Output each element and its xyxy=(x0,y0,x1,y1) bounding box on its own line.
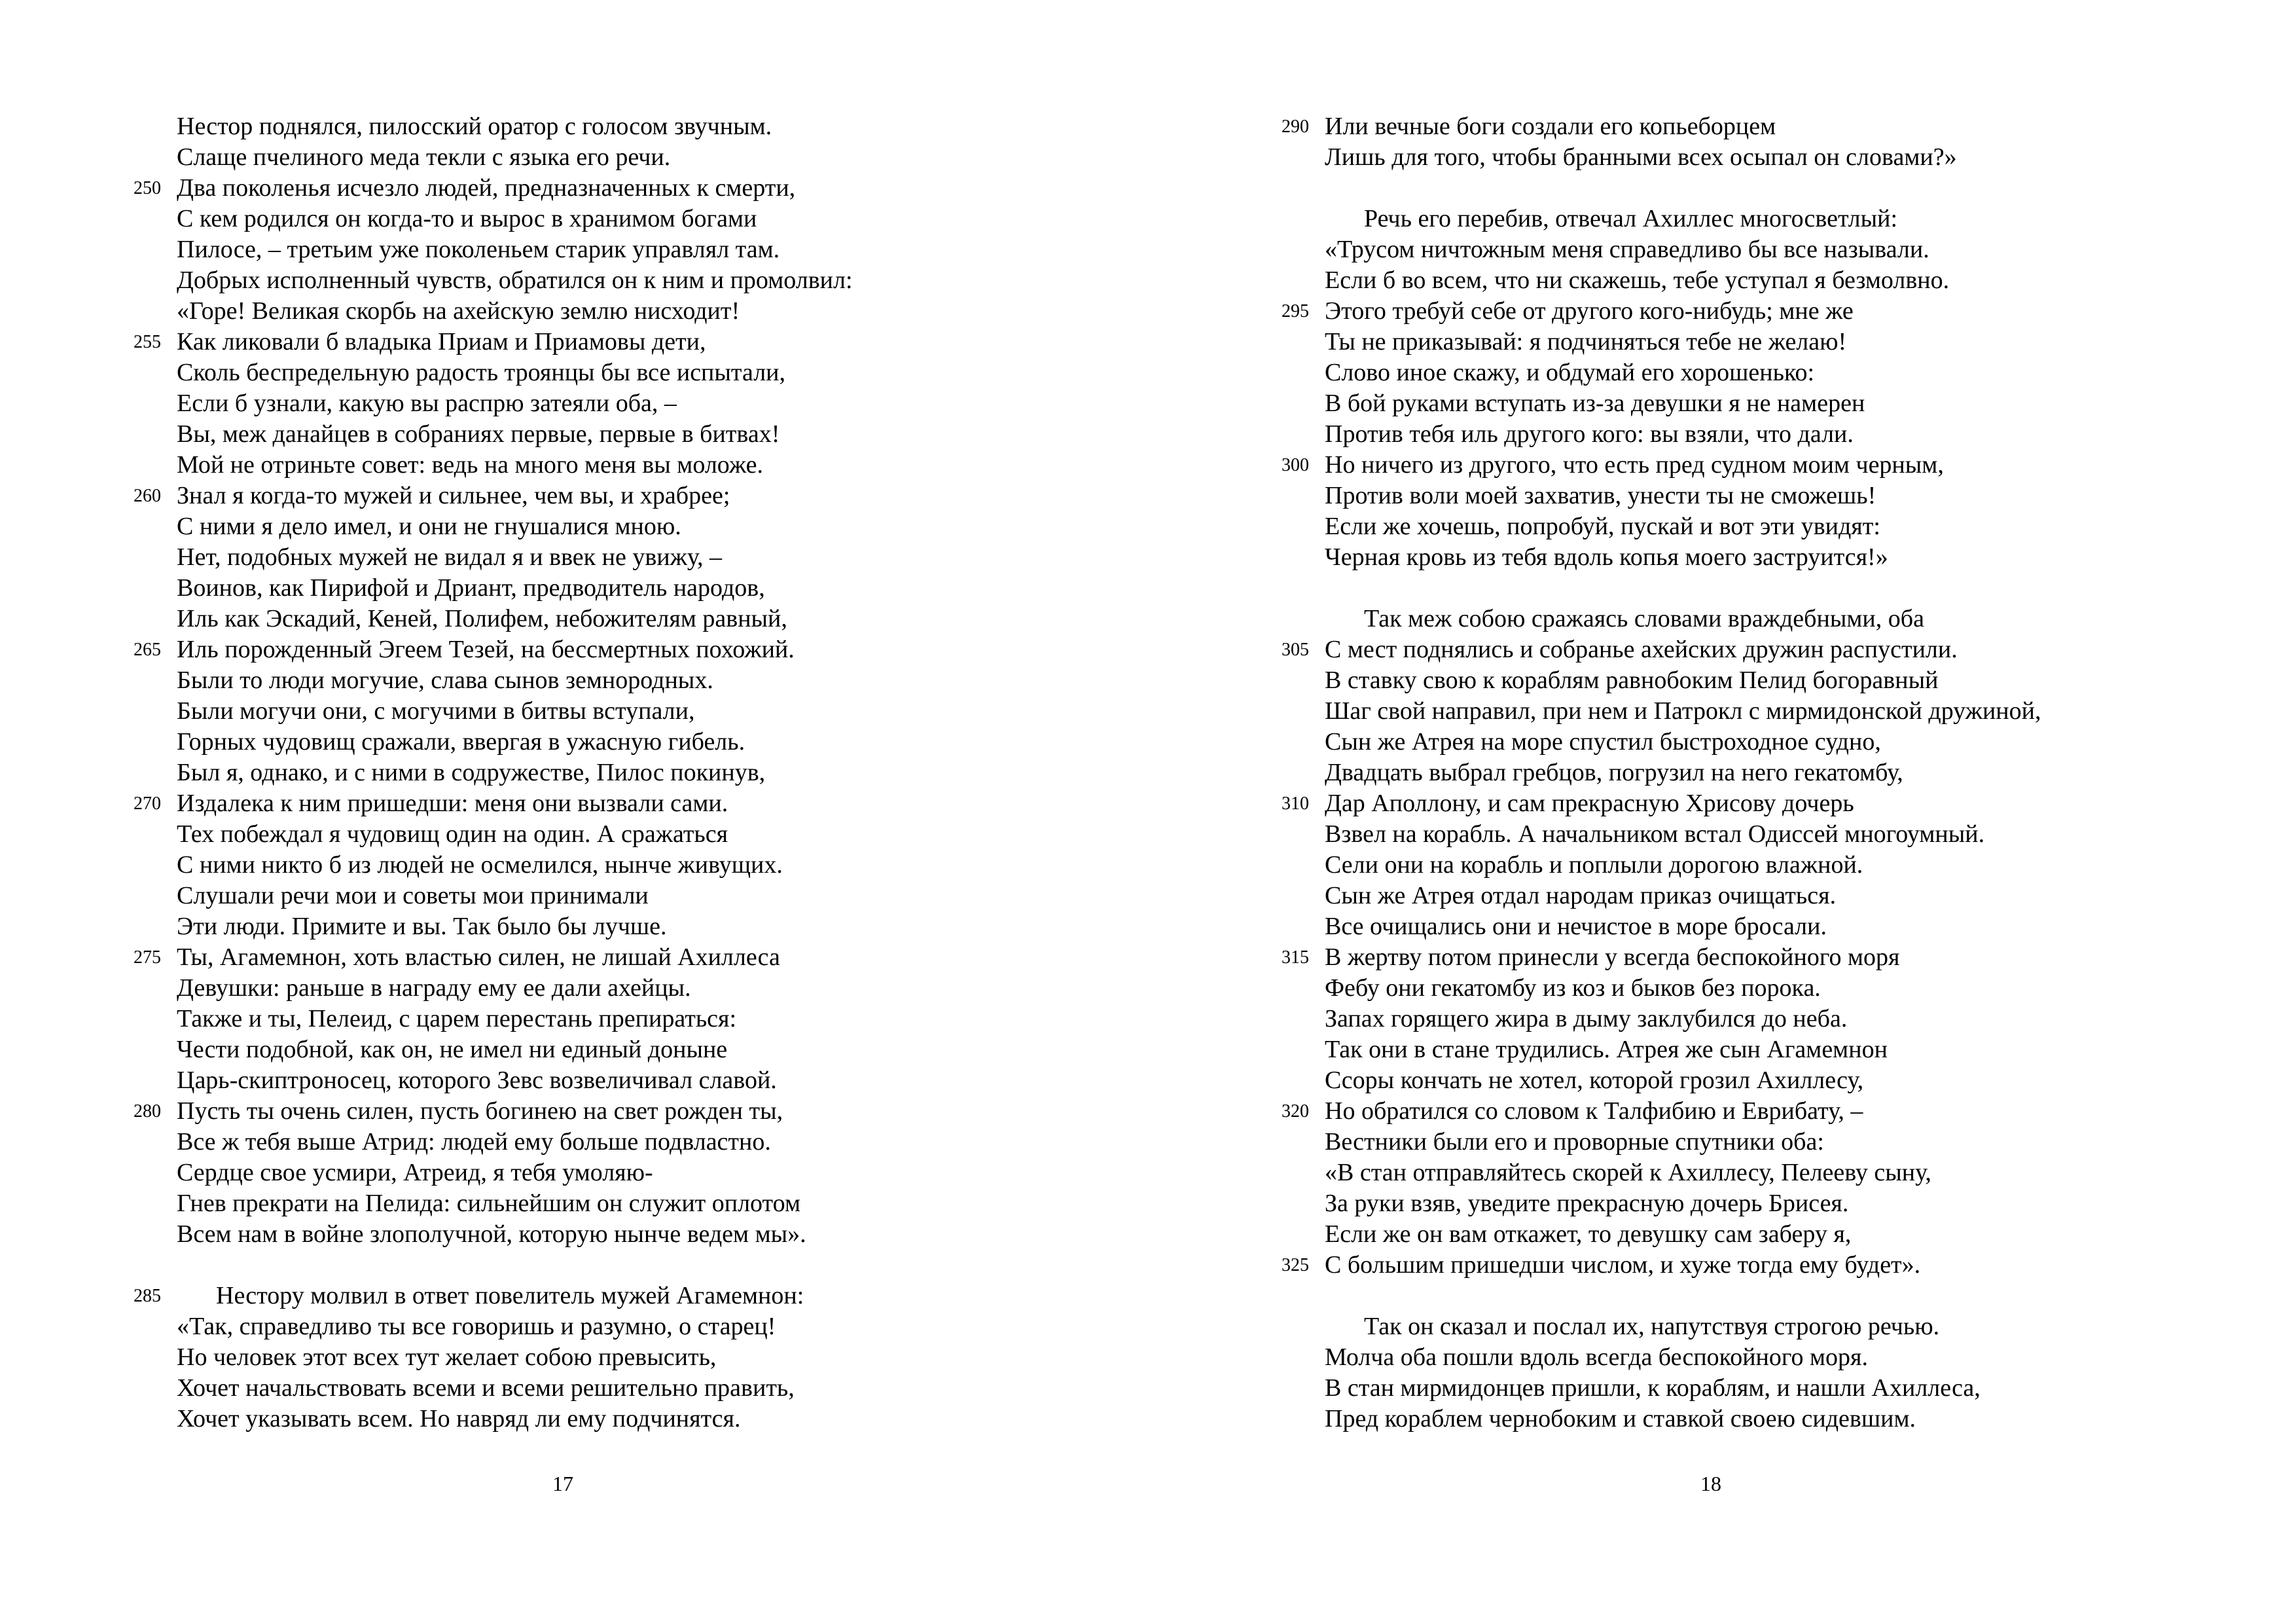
line-number: 270 xyxy=(134,793,161,814)
verse-line xyxy=(177,142,1093,173)
verse-text: Так они в стане трудились. Атрея же сын Агамемнон xyxy=(1325,1036,1888,1063)
verse-text: Хочет указывать всем. Но навряд ли ему подчинятся. xyxy=(177,1405,741,1432)
verse-line xyxy=(1282,942,2241,973)
verse-text: Слушали речи мои и советы мои принимали xyxy=(177,882,649,909)
verse-line xyxy=(1325,604,2241,634)
page-number: 18 xyxy=(1700,1472,1721,1495)
verse-text: Сколь беспредельную радость троянцы бы все испытали, xyxy=(177,359,785,386)
verse-text: Так он сказал и послал их, напутствуя строгою речью. xyxy=(1364,1313,1940,1340)
verse-line xyxy=(134,173,1093,204)
verse-line xyxy=(1325,696,2241,727)
verse-text: Все ж тебя выше Атрид: людей ему больше подвластно. xyxy=(177,1128,771,1156)
verse-line xyxy=(1325,481,2241,511)
verse-text: Но ничего из другого, что есть пред судном моим черным, xyxy=(1325,451,1944,479)
verse-line xyxy=(177,819,1093,850)
verse-line xyxy=(177,573,1093,604)
verse-text: Ссоры кончать не хотел, которой грозил Ахиллесу, xyxy=(1325,1067,1864,1094)
verse-line xyxy=(1282,1250,2241,1281)
verse-line xyxy=(177,1342,1093,1373)
verse-text: Нет, подобных мужей не видал я и ввек не увижу, – xyxy=(177,543,723,571)
verse-line xyxy=(1325,1004,2241,1034)
verse-line xyxy=(177,296,1093,327)
verse-text: Слаще пчелиного меда текли с языка его речи. xyxy=(177,143,671,171)
verse-line xyxy=(177,1219,1093,1250)
verse-text: Если же хочешь, попробуй, пускай и вот эти увидят: xyxy=(1325,513,1880,540)
line-number: 250 xyxy=(134,178,161,198)
verse-line xyxy=(1325,542,2241,573)
verse-text: Пред кораблем чернобоким и ставкой своею сидевшим. xyxy=(1325,1405,1916,1432)
verse-text: Также и ты, Пелеид, с царем перестань препираться: xyxy=(177,1005,737,1032)
verse-text: Сын же Атрея отдал народам приказ очищаться. xyxy=(1325,882,1837,909)
verse-line xyxy=(177,265,1093,296)
stanza-gap xyxy=(1325,173,2241,204)
verse-line xyxy=(1325,973,2241,1004)
verse-line xyxy=(177,973,1093,1004)
verse-line xyxy=(1325,357,2241,388)
verse-text: Два поколенья исчезло людей, предназначенных к смерти, xyxy=(177,174,796,202)
verse-text: «Так, справедливо ты все говоришь и разумно, о старец! xyxy=(177,1313,776,1340)
verse-line xyxy=(1325,1127,2241,1158)
verse-line xyxy=(1325,819,2241,850)
verse-text: «Трусом ничтожным меня справедливо бы все называли. xyxy=(1325,236,1929,263)
verse-line xyxy=(177,1158,1093,1188)
verse-text: Царь-скиптроносец, которого Зевс возвеличивал славой. xyxy=(177,1067,777,1094)
verse-line xyxy=(134,634,1093,665)
verse-text: Но человек этот всех тут желает собою превысить, xyxy=(177,1343,717,1371)
verse-line xyxy=(1325,1219,2241,1250)
verse-line xyxy=(177,727,1093,757)
verse-line xyxy=(1325,665,2241,696)
stanza-gap xyxy=(1325,573,2241,604)
verse-line xyxy=(1282,450,2241,481)
line-number: 315 xyxy=(1282,947,1309,968)
verse-line xyxy=(177,357,1093,388)
verse-text: Шаг свой направил, при нем и Патрокл с мирмидонской дружиной, xyxy=(1325,697,2041,725)
verse-text: Речь его перебив, отвечал Ахиллес многосветлый: xyxy=(1364,205,1898,232)
verse-line xyxy=(1325,265,2241,296)
verse-text: С ними я дело имел, и они не гнушалися мною. xyxy=(177,513,681,540)
verse-text: Или вечные боги создали его копьеборцем xyxy=(1325,113,1776,140)
verse-text: Воинов, как Пирифой и Дриант, предводитель народов, xyxy=(177,574,765,602)
line-number: 275 xyxy=(134,947,161,968)
verse-line xyxy=(1325,234,2241,265)
line-number: 280 xyxy=(134,1101,161,1122)
line-number: 255 xyxy=(134,332,161,352)
verse-line xyxy=(1325,1158,2241,1188)
verse-line xyxy=(134,1281,1093,1311)
verse-text: Добрых исполненный чувств, обратился он к ним и промолвил: xyxy=(177,266,853,294)
verse-text: Если б узнали, какую вы распрю затеяли оба, – xyxy=(177,390,677,417)
verse-line xyxy=(1325,1342,2241,1373)
verse-line xyxy=(177,388,1093,419)
verse-line xyxy=(177,511,1093,542)
verse-line xyxy=(177,204,1093,234)
verse-line xyxy=(177,450,1093,481)
verse-text: Но обратился со словом к Талфибию и Еврибату, – xyxy=(1325,1097,1863,1125)
stanza-gap xyxy=(177,1250,1093,1281)
verse-line xyxy=(1325,388,2241,419)
page-number: 17 xyxy=(552,1472,573,1495)
line-number: 325 xyxy=(1282,1255,1309,1275)
verse-line xyxy=(1282,1096,2241,1127)
verse-text: Если б во всем, что ни скажешь, тебе уступал я безмолвно. xyxy=(1325,266,1950,294)
verse-text: Знал я когда-то мужей и сильнее, чем вы, и храбрее; xyxy=(177,482,730,509)
verse-line xyxy=(1325,204,2241,234)
line-number: 290 xyxy=(1282,117,1309,137)
verse-text: Всем нам в войне злополучной, которую нынче ведем мы». xyxy=(177,1220,806,1248)
verse-text: Мой не отриньте совет: ведь на много меня вы моложе. xyxy=(177,451,763,479)
verse-line xyxy=(1325,1373,2241,1404)
verse-text: Были то люди могучие, слава сынов земнородных. xyxy=(177,666,713,694)
verse-text: В жертву потом принесли у всегда беспокойного моря xyxy=(1325,943,1900,971)
verse-line xyxy=(177,1373,1093,1404)
verse-line xyxy=(1325,850,2241,881)
verse-line xyxy=(1325,1188,2241,1219)
verse-line xyxy=(177,419,1093,450)
verse-text: «Горе! Великая скорбь на ахейскую землю нисходит! xyxy=(177,297,740,325)
verse-text: Был я, однако, и с ними в содружестве, Пилос покинув, xyxy=(177,759,766,786)
verse-text: С кем родился он когда-то и вырос в хранимом богами xyxy=(177,205,757,232)
verse-text: Иль как Эскадий, Кеней, Полифем, небожителям равный, xyxy=(177,605,787,632)
line-number: 295 xyxy=(1282,301,1309,321)
verse-text: Тех побеждал я чудовищ один на один. А сражаться xyxy=(177,820,728,848)
verse-text: Фебу они гекатомбу из коз и быков без порока. xyxy=(1325,974,1821,1002)
verse-text: Если же он вам откажет, то девушку сам заберу я, xyxy=(1325,1220,1852,1248)
verse-line xyxy=(177,757,1093,788)
verse-text: В стан мирмидонцев пришли, к кораблям, и нашли Ахиллеса, xyxy=(1325,1374,1981,1402)
verse-line xyxy=(177,1404,1093,1434)
line-number: 285 xyxy=(134,1286,161,1306)
verse-text: Взвел на корабль. А начальником встал Одиссей многоумный. xyxy=(1325,820,1985,848)
verse-line xyxy=(177,542,1093,573)
verse-text: «В стан отправляйтесь скорей к Ахиллесу, Пелееву сыну, xyxy=(1325,1159,1931,1186)
verse-text: Двадцать выбрал гребцов, погрузил на него гекатомбу, xyxy=(1325,759,1903,786)
verse-line xyxy=(177,665,1093,696)
verse-text: Ты не приказывай: я подчиняться тебе не желаю! xyxy=(1325,328,1847,356)
line-number: 320 xyxy=(1282,1101,1309,1122)
verse-text: Хочет начальствовать всеми и всеми решительно править, xyxy=(177,1374,795,1402)
verse-text: Сын же Атрея на море спустил быстроходное судно, xyxy=(1325,728,1881,756)
verse-line xyxy=(177,1127,1093,1158)
verse-text: Иль порожденный Эгеем Тезей, на бессмертных похожий. xyxy=(177,636,795,663)
verse-line xyxy=(1325,881,2241,911)
line-number: 310 xyxy=(1282,793,1309,814)
verse-text: Эти люди. Примите и вы. Так было бы лучше. xyxy=(177,913,667,940)
verse-text: Вестники были его и проворные спутники оба: xyxy=(1325,1128,1824,1156)
verse-line xyxy=(177,604,1093,634)
verse-line xyxy=(177,911,1093,942)
verse-text: Были могучи они, с могучими в битвы вступали, xyxy=(177,697,695,725)
line-number: 260 xyxy=(134,486,161,506)
verse-line xyxy=(1282,634,2241,665)
verse-line xyxy=(1325,1311,2241,1342)
verse-text: В бой руками вступать из-за девушки я не намерен xyxy=(1325,390,1865,417)
verse-line xyxy=(177,111,1093,142)
verse-line xyxy=(177,696,1093,727)
page-right xyxy=(1148,0,2296,1623)
verse-text: Слово иное скажу, и обдумай его хорошенько: xyxy=(1325,359,1815,386)
verse-text: Ты, Агамемнон, хоть властью силен, не лишай Ахиллеса xyxy=(177,943,780,971)
verse-text: Против тебя иль другого кого: вы взяли, что дали. xyxy=(1325,420,1854,448)
verse-text: Против воли моей захватив, унести ты не сможешь! xyxy=(1325,482,1876,509)
verse-text: Как ликовали б владыка Приам и Приамовы дети, xyxy=(177,328,706,356)
verse-line xyxy=(1325,1404,2241,1434)
verse-line xyxy=(1325,419,2241,450)
verse-text: Все очищались они и нечистое в море бросали. xyxy=(1325,913,1827,940)
verse-line xyxy=(134,481,1093,511)
verse-line xyxy=(1325,727,2241,757)
verse-line xyxy=(134,1096,1093,1127)
verse-line xyxy=(134,942,1093,973)
verse-line xyxy=(1282,788,2241,819)
verse-text: Лишь для того, чтобы бранными всех осыпал он словами?» xyxy=(1325,143,1957,171)
verse-text: Чести подобной, как он, не имел ни единый доныне xyxy=(177,1036,728,1063)
verse-line xyxy=(1325,1065,2241,1096)
stanza-gap xyxy=(1325,1281,2241,1311)
verse-text: Горных чудовищ сражали, ввергая в ужасную гибель. xyxy=(177,728,745,756)
verse-line xyxy=(177,850,1093,881)
line-number: 265 xyxy=(134,640,161,660)
verse-line xyxy=(134,327,1093,357)
verse-line xyxy=(1325,911,2241,942)
verse-line xyxy=(1325,1034,2241,1065)
verse-text: Сердце свое усмири, Атреид, я тебя умоляю- xyxy=(177,1159,653,1186)
verse-line xyxy=(177,1311,1093,1342)
verse-line xyxy=(177,1004,1093,1034)
verse-line xyxy=(177,1065,1093,1096)
verse-text: Гнев прекрати на Пелида: сильнейшим он служит оплотом xyxy=(177,1190,800,1217)
verse-text: Пилосе, – третьим уже поколеньем старик управлял там. xyxy=(177,236,780,263)
verse-text: С ними никто б из людей не осмелился, нынче живущих. xyxy=(177,851,783,879)
verse-text: Нестору молвил в ответ повелитель мужей Агамемнон: xyxy=(216,1282,804,1309)
verse-line xyxy=(177,881,1093,911)
verse-text: Запах горящего жира в дыму заклубился до неба. xyxy=(1325,1005,1848,1032)
verse-column xyxy=(1282,111,2241,1434)
verse-line xyxy=(1325,757,2241,788)
verse-text: С большим пришедши числом, и хуже тогда ему будет». xyxy=(1325,1251,1921,1279)
verse-text: С мест поднялись и собранье ахейских дружин распустили. xyxy=(1325,636,1958,663)
verse-text: Этого требуй себе от другого кого-нибудь; мне же xyxy=(1325,297,1854,325)
verse-line xyxy=(1325,327,2241,357)
verse-text: Вы, меж данайцев в собраниях первые, первые в битвах! xyxy=(177,420,780,448)
verse-column xyxy=(134,111,1093,1434)
verse-text: Издалека к ним пришедши: меня они вызвали сами. xyxy=(177,790,728,817)
verse-text: Черная кровь из тебя вдоль копья моего заструится!» xyxy=(1325,543,1888,571)
verse-text: В ставку свою к кораблям равнобоким Пелид богоравный xyxy=(1325,666,1939,694)
verse-line xyxy=(1282,296,2241,327)
verse-text: Так меж собою сражаясь словами враждебными, оба xyxy=(1364,605,1924,632)
verse-text: Пусть ты очень силен, пусть богинею на свет рожден ты, xyxy=(177,1097,783,1125)
verse-line xyxy=(1282,111,2241,142)
verse-text: За руки взяв, уведите прекрасную дочерь Брисея. xyxy=(1325,1190,1849,1217)
verse-text: Сели они на корабль и поплыли дорогою влажной. xyxy=(1325,851,1863,879)
verse-text: Нестор поднялся, пилосский оратор с голосом звучным. xyxy=(177,113,772,140)
verse-text: Дар Аполлону, и сам прекрасную Хрисову дочерь xyxy=(1325,790,1854,817)
verse-text: Девушки: раньше в награду ему ее дали ахейцы. xyxy=(177,974,691,1002)
verse-text: Молча оба пошли вдоль всегда беспокойного моря. xyxy=(1325,1343,1869,1371)
verse-line xyxy=(1325,511,2241,542)
line-number: 305 xyxy=(1282,640,1309,660)
verse-line xyxy=(1325,142,2241,173)
verse-line xyxy=(177,1188,1093,1219)
verse-line xyxy=(177,1034,1093,1065)
verse-line xyxy=(134,788,1093,819)
line-number: 300 xyxy=(1282,455,1309,475)
verse-line xyxy=(177,234,1093,265)
